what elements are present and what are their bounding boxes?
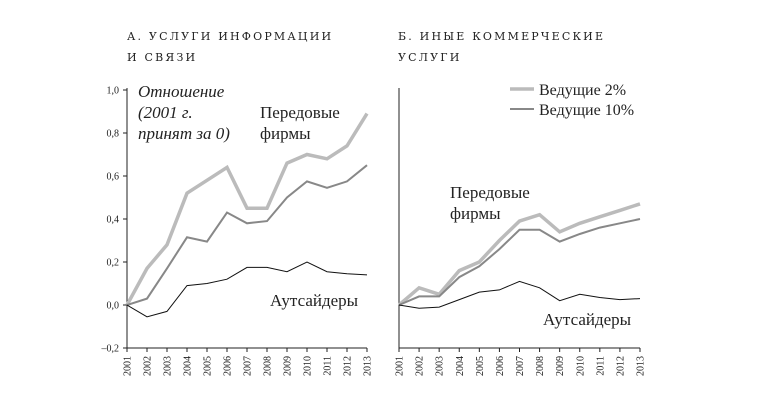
- x-tick-label: 2002: [142, 356, 154, 376]
- panel-b-x-ticks: [395, 348, 647, 376]
- y-tick-label: 0,6: [106, 171, 119, 183]
- x-tick-label: 2011: [595, 356, 607, 376]
- panel-a-series: [127, 114, 367, 317]
- panel-b: [395, 30, 647, 376]
- y-tick-label: 0,4: [106, 214, 119, 226]
- y-tick-label: 0,2: [106, 257, 119, 269]
- series-line-top10: [127, 165, 367, 305]
- x-tick-label: 2012: [342, 356, 354, 376]
- x-tick-label: 2002: [414, 356, 426, 376]
- panel-b-laggards-label: Аутсайдеры: [543, 310, 632, 329]
- panel-b-series: [399, 204, 640, 308]
- x-tick-label: 2007: [515, 356, 526, 376]
- x-tick-label: 2003: [162, 356, 174, 376]
- y-tick-label: 1,0: [106, 85, 119, 97]
- panel-a-x-ticks: [123, 348, 374, 376]
- x-tick-label: 2008: [535, 356, 547, 376]
- x-tick-label: 2012: [615, 356, 627, 376]
- x-tick-label: 2006: [494, 355, 506, 376]
- panel-a-y-ticks: [101, 86, 128, 355]
- x-tick-label: 2013: [635, 356, 647, 376]
- panel-a-ylabel-line-3: принят за 0): [138, 124, 230, 143]
- x-tick-label: 2004: [454, 356, 466, 376]
- x-tick-label: 2008: [262, 356, 274, 376]
- x-tick-label: 2010: [575, 356, 587, 376]
- legend-label-top2: Ведущие 2%: [539, 82, 627, 99]
- y-tick-label: 0,0: [106, 300, 119, 312]
- x-tick-label: 2009: [282, 356, 294, 376]
- y-tick-label: –0,2: [101, 343, 119, 355]
- series-line-top2: [399, 204, 640, 305]
- x-tick-label: 2011: [322, 356, 334, 376]
- x-tick-label: 2001: [122, 356, 134, 376]
- panel-a-ylabel-line-2: (2001 г.: [138, 103, 193, 122]
- x-tick-label: 2007: [242, 356, 254, 376]
- x-tick-label: 2001: [394, 356, 406, 376]
- panel-b-leaders-label-line-1: Передовые: [450, 183, 530, 202]
- panel-b-title-line-2: УСЛУГИ: [398, 51, 462, 64]
- x-tick-label: 2006: [222, 356, 234, 376]
- x-tick-label: 2004: [182, 356, 194, 376]
- panel-a-laggards-label: Аутсайдеры: [270, 291, 359, 310]
- panel-a-leaders-label-line-2: фирмы: [260, 124, 311, 143]
- x-tick-label: 2010: [302, 356, 314, 376]
- y-tick-label: 0,8: [106, 128, 119, 140]
- panel-a-title-line-2: И СВЯЗИ: [127, 51, 198, 64]
- x-tick-label: 2005: [474, 356, 486, 376]
- legend-label-top10: Ведущие 10%: [539, 102, 635, 119]
- panel-b-leaders-label-line-2: фирмы: [450, 204, 501, 223]
- panel-b-title-line-1: Б. ИНЫЕ КОММЕРЧЕСКИЕ: [398, 30, 606, 43]
- panel-b-legend: [510, 82, 634, 119]
- x-tick-label: 2005: [202, 356, 214, 376]
- panel-a-title-line-1: А. УСЛУГИ ИНФОРМАЦИИ: [127, 30, 334, 43]
- x-tick-label: 2013: [362, 356, 374, 376]
- panel-a-ylabel-line-1: Отношение: [138, 82, 225, 101]
- panel-a: [101, 30, 374, 376]
- x-tick-label: 2009: [555, 356, 567, 376]
- x-tick-label: 2003: [434, 356, 446, 376]
- panel-a-leaders-label-line-1: Передовые: [260, 103, 340, 122]
